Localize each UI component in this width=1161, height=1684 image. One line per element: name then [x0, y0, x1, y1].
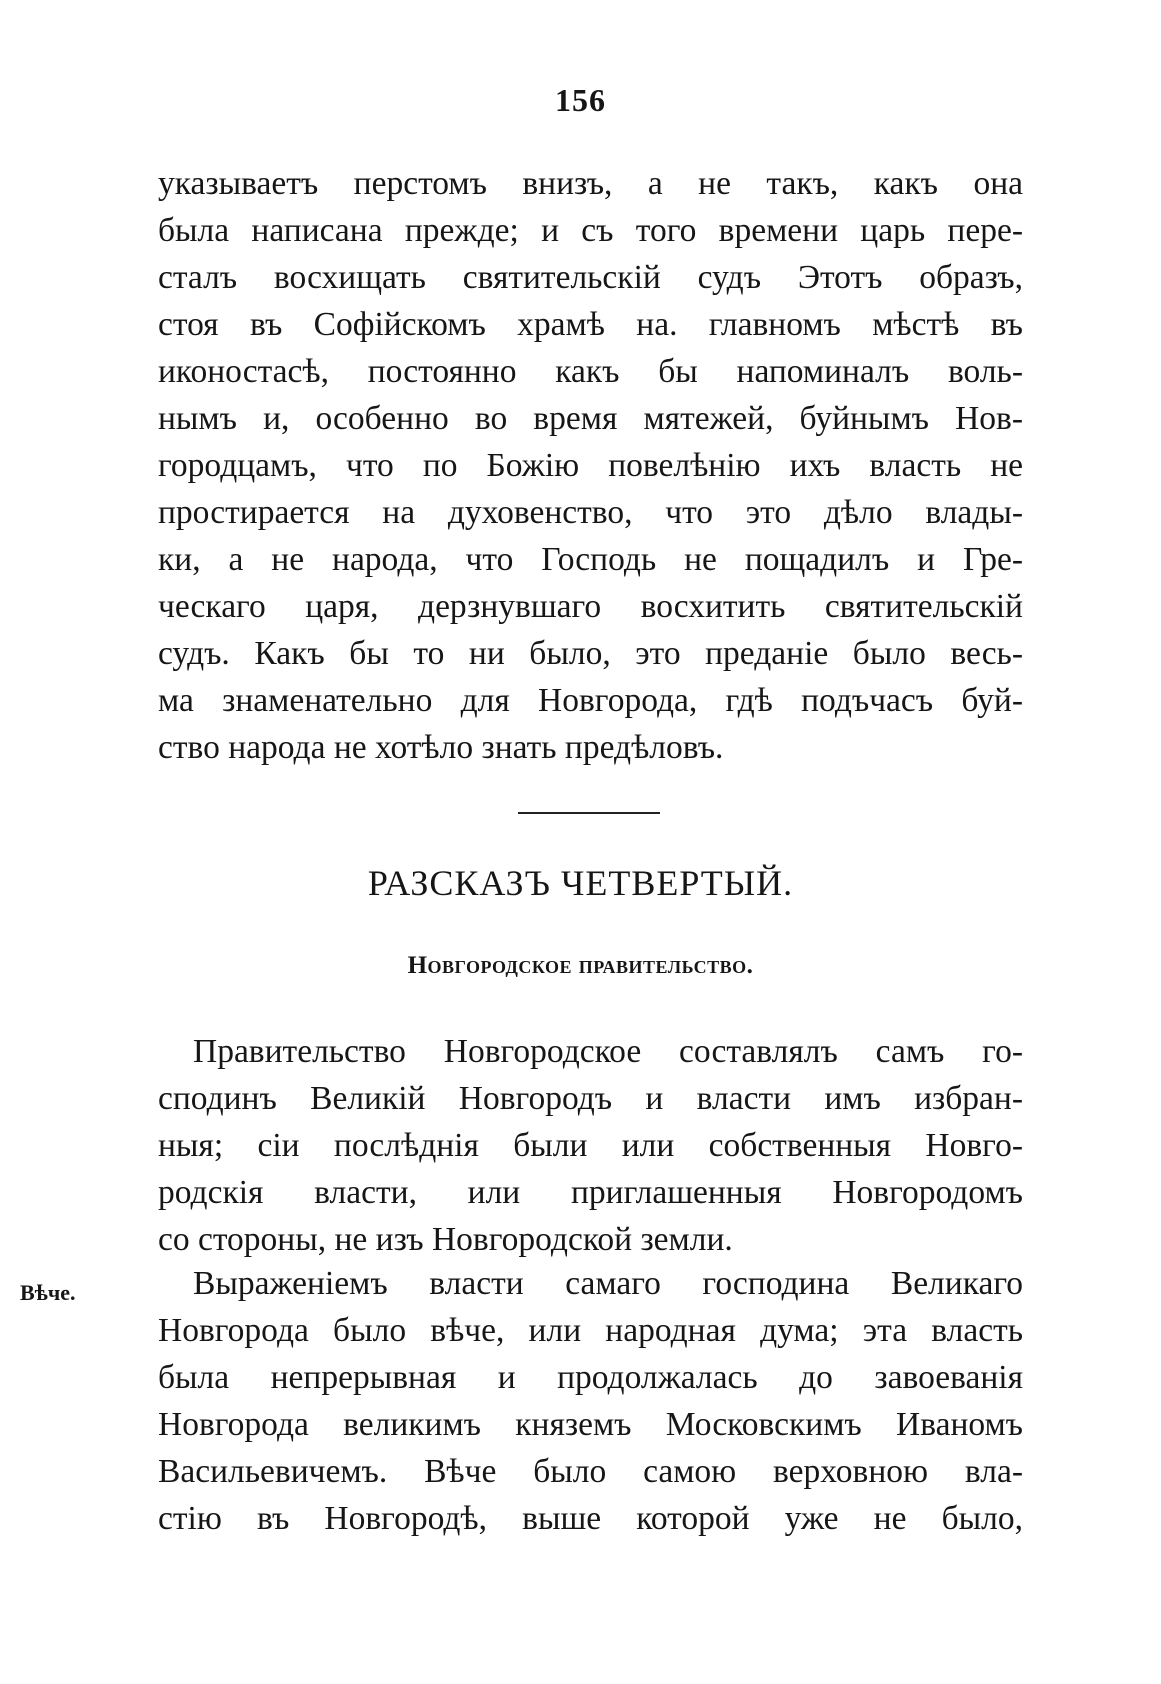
text-line: ческаго царя, дерзнувшаго восхитить святительскій: [158, 588, 1023, 625]
text-line: нымъ и, особенно во время мятежей, буйнымъ Нов-: [158, 400, 1023, 437]
text-line: судъ. Какъ бы то ни было, это преданіе было весь-: [158, 635, 1023, 672]
text-line: простирается на духовенство, что это дѣло влады-: [158, 494, 1023, 531]
text-line: ки, а не народа, что Господь не пощадилъ и Гре-: [158, 541, 1023, 578]
text-line: Новгорода великимъ княземъ Московскимъ Иваномъ: [158, 1406, 1023, 1443]
section-subtitle: Новгородское правительство.: [407, 952, 754, 979]
text-line: Выраженіемъ власти самаго господина Великаго: [193, 1265, 1023, 1302]
margin-note: Вѣче.: [20, 1280, 76, 1305]
text-line: городцамъ, что по Божію повелѣнію ихъ власть не: [158, 447, 1023, 484]
chapter-title: РАЗСКАЗЪ ЧЕТВЕРТЫЙ.: [367, 863, 794, 903]
text-line: сталъ восхищать святительскій судъ Этотъ образъ,: [158, 259, 1023, 296]
section-divider: [518, 812, 660, 814]
text-line: Васильевичемъ. Вѣче было самою верховною вла-: [158, 1453, 1023, 1490]
text-line: была написана прежде; и съ того времени царь пере-: [158, 212, 1023, 249]
text-line: со стороны, не изъ Новгородской земли.: [158, 1221, 733, 1258]
text-line: Новгорода было вѣче, или народная дума; эта власть: [158, 1312, 1023, 1349]
text-line: ма знаменательно для Новгорода, гдѣ подъчасъ буй-: [158, 682, 1023, 719]
text-line: была непрерывная и продолжалась до завоеванія: [158, 1359, 1023, 1396]
text-line: ныя; сіи послѣднія были или собственныя Новго-: [158, 1127, 1023, 1164]
text-line: стоя въ Софійскомъ храмѣ на. главномъ мѣстѣ въ: [158, 306, 1023, 343]
text-line: ство народа не хотѣло знать предѣловъ.: [158, 729, 724, 766]
paragraph-3: [158, 1260, 1023, 1542]
text-line: указываетъ перстомъ внизъ, а не такъ, какъ она: [158, 165, 1023, 202]
text-line: стію въ Новгородѣ, выше которой уже не было,: [158, 1500, 1023, 1537]
text-line: иконостасѣ, постоянно какъ бы напоминалъ воль-: [158, 353, 1023, 390]
text-line: родскія власти, или приглашенныя Новгородомъ: [158, 1174, 1023, 1211]
text-line: сподинъ Великій Новгородъ и власти имъ избран-: [158, 1080, 1023, 1117]
paragraph-2: [158, 1028, 1023, 1263]
page-number: 156: [555, 82, 606, 118]
paragraph-1: [158, 160, 1023, 771]
text-line: Правительство Новгородское составлялъ самъ го-: [193, 1033, 1023, 1070]
